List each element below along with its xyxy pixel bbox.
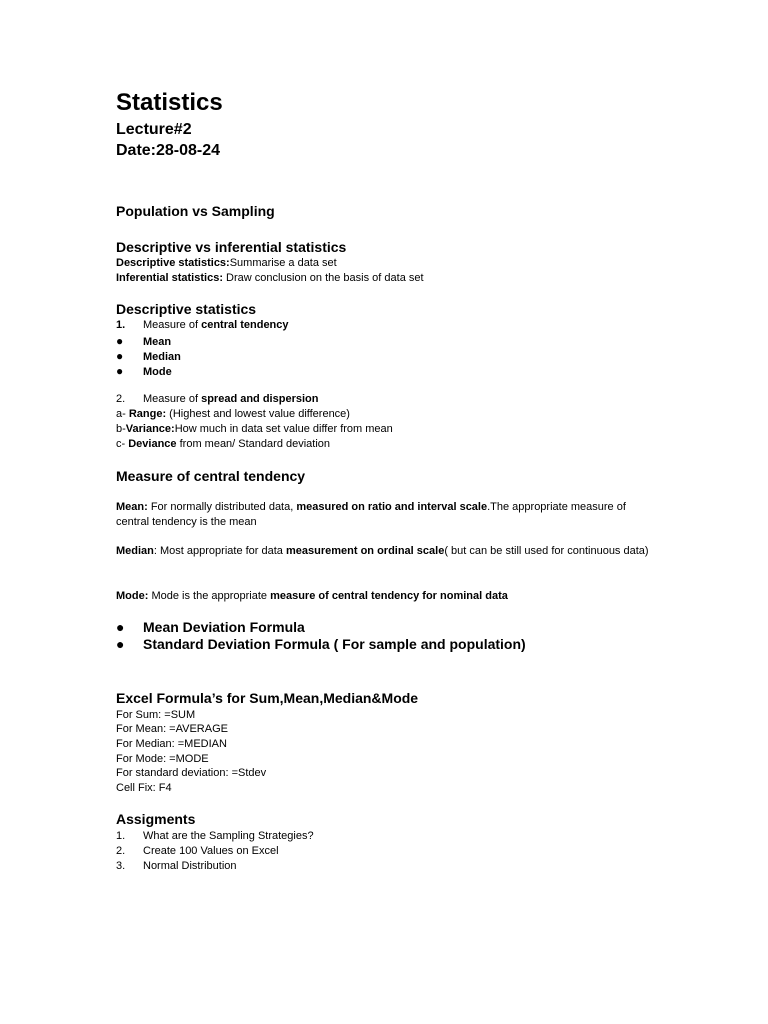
bullet-label: Median (143, 351, 181, 363)
deviance-text: from mean/ Standard deviation (176, 438, 331, 450)
median-label: Median (116, 545, 154, 557)
mean-bold: measured on ratio and interval scale (296, 501, 488, 513)
heading-population-sampling: Population vs Sampling (116, 203, 275, 219)
list-item-bold: central tendency (201, 319, 289, 331)
doc-title: Statistics (116, 89, 223, 116)
bullet-label: Mode (143, 366, 172, 378)
mode-label: Mode: (116, 590, 149, 602)
variance-prefix: b- (116, 423, 126, 435)
inf-stats-definition (116, 272, 424, 284)
bullet-label: Standard Deviation Formula ( For sample and population) (143, 636, 526, 652)
list-item-text: Measure of (143, 319, 202, 331)
median-text: : Most appropriate for data (153, 545, 286, 557)
deviance-prefix: c- (116, 438, 129, 450)
assignment-item (116, 845, 279, 857)
list-number: 3. (116, 860, 126, 872)
assignment-item (116, 830, 314, 842)
bullet-item-std-deviation (116, 636, 526, 652)
list-item (116, 319, 289, 331)
bullet-icon: ● (116, 364, 124, 378)
lecture-date: Date:28-08-24 (116, 142, 221, 159)
assignment-text: Create 100 Values on Excel (143, 845, 279, 857)
bullet-label: Mean (143, 336, 172, 348)
list-number: 2. (116, 845, 126, 857)
range-line (116, 408, 350, 420)
range-text: (Highest and lowest value difference) (166, 408, 350, 420)
bullet-item-mean-deviation (116, 619, 305, 635)
list-item (116, 393, 318, 405)
median-paragraph (116, 544, 656, 559)
excel-line: Cell Fix: F4 (116, 782, 172, 794)
bullet-item-median (116, 349, 181, 363)
heading-excel-formulas: Excel Formula’s for Sum,Mean,Median&Mode (116, 690, 419, 706)
excel-line: For Median: =MEDIAN (116, 738, 227, 750)
variance-label: Variance: (125, 423, 175, 435)
desc-stats-text: Summarise a data set (229, 257, 337, 269)
mean-paragraph (116, 500, 656, 530)
median-bold: measurement on ordinal scale (285, 545, 445, 557)
heading-desc-vs-inf: Descriptive vs inferential statistics (116, 239, 347, 255)
assignment-text: Normal Distribution (143, 860, 237, 872)
list-item-text: Measure of (143, 393, 202, 405)
list-number: 1. (116, 319, 126, 331)
bullet-icon: ● (116, 636, 125, 652)
list-number: 1. (116, 830, 126, 842)
variance-line (116, 423, 393, 435)
inf-stats-text: Draw conclusion on the basis of data set (222, 272, 424, 284)
mode-paragraph (116, 589, 656, 604)
list-item-bold: spread and dispersion (201, 393, 319, 405)
assignment-item (116, 860, 237, 872)
median-text-2: ( but can be still used for continuous data) (444, 545, 649, 557)
excel-line: For standard deviation: =Stdev (116, 767, 267, 779)
bullet-icon: ● (116, 619, 125, 635)
mean-label: Mean: (116, 501, 148, 513)
deviance-line (116, 438, 330, 450)
inf-stats-label: Inferential statistics: (116, 272, 223, 284)
mode-text: Mode is the appropriate (148, 590, 271, 602)
lecture-number: Lecture#2 (116, 121, 192, 138)
bullet-icon: ● (116, 334, 124, 348)
bullet-label: Mean Deviation Formula (143, 619, 305, 635)
mean-text-2: .The appropriate measure of central tendency is the mean (116, 501, 626, 528)
bullet-item-mean (116, 334, 171, 348)
excel-line: For Mode: =MODE (116, 753, 209, 765)
desc-stats-label: Descriptive statistics: (116, 257, 230, 269)
range-label: Range: (128, 408, 167, 420)
assignment-text: What are the Sampling Strategies? (143, 830, 314, 842)
heading-assignments: Assigments (116, 811, 196, 827)
list-number: 2. (116, 393, 126, 405)
desc-stats-definition (116, 257, 337, 269)
excel-line: For Sum: =SUM (116, 709, 196, 721)
heading-descriptive-stats: Descriptive statistics (116, 301, 257, 317)
variance-text: How much in data set value differ from mean (174, 423, 393, 435)
bullet-icon: ● (116, 349, 124, 363)
heading-central-tendency: Measure of central tendency (116, 468, 306, 484)
deviance-label: Deviance (128, 438, 177, 450)
bullet-item-mode (116, 364, 172, 378)
mode-bold: measure of central tendency for nominal data (270, 590, 508, 602)
excel-line: For Mean: =AVERAGE (116, 723, 228, 735)
mean-text: For normally distributed data, (147, 501, 297, 513)
range-prefix: a- (116, 408, 129, 420)
